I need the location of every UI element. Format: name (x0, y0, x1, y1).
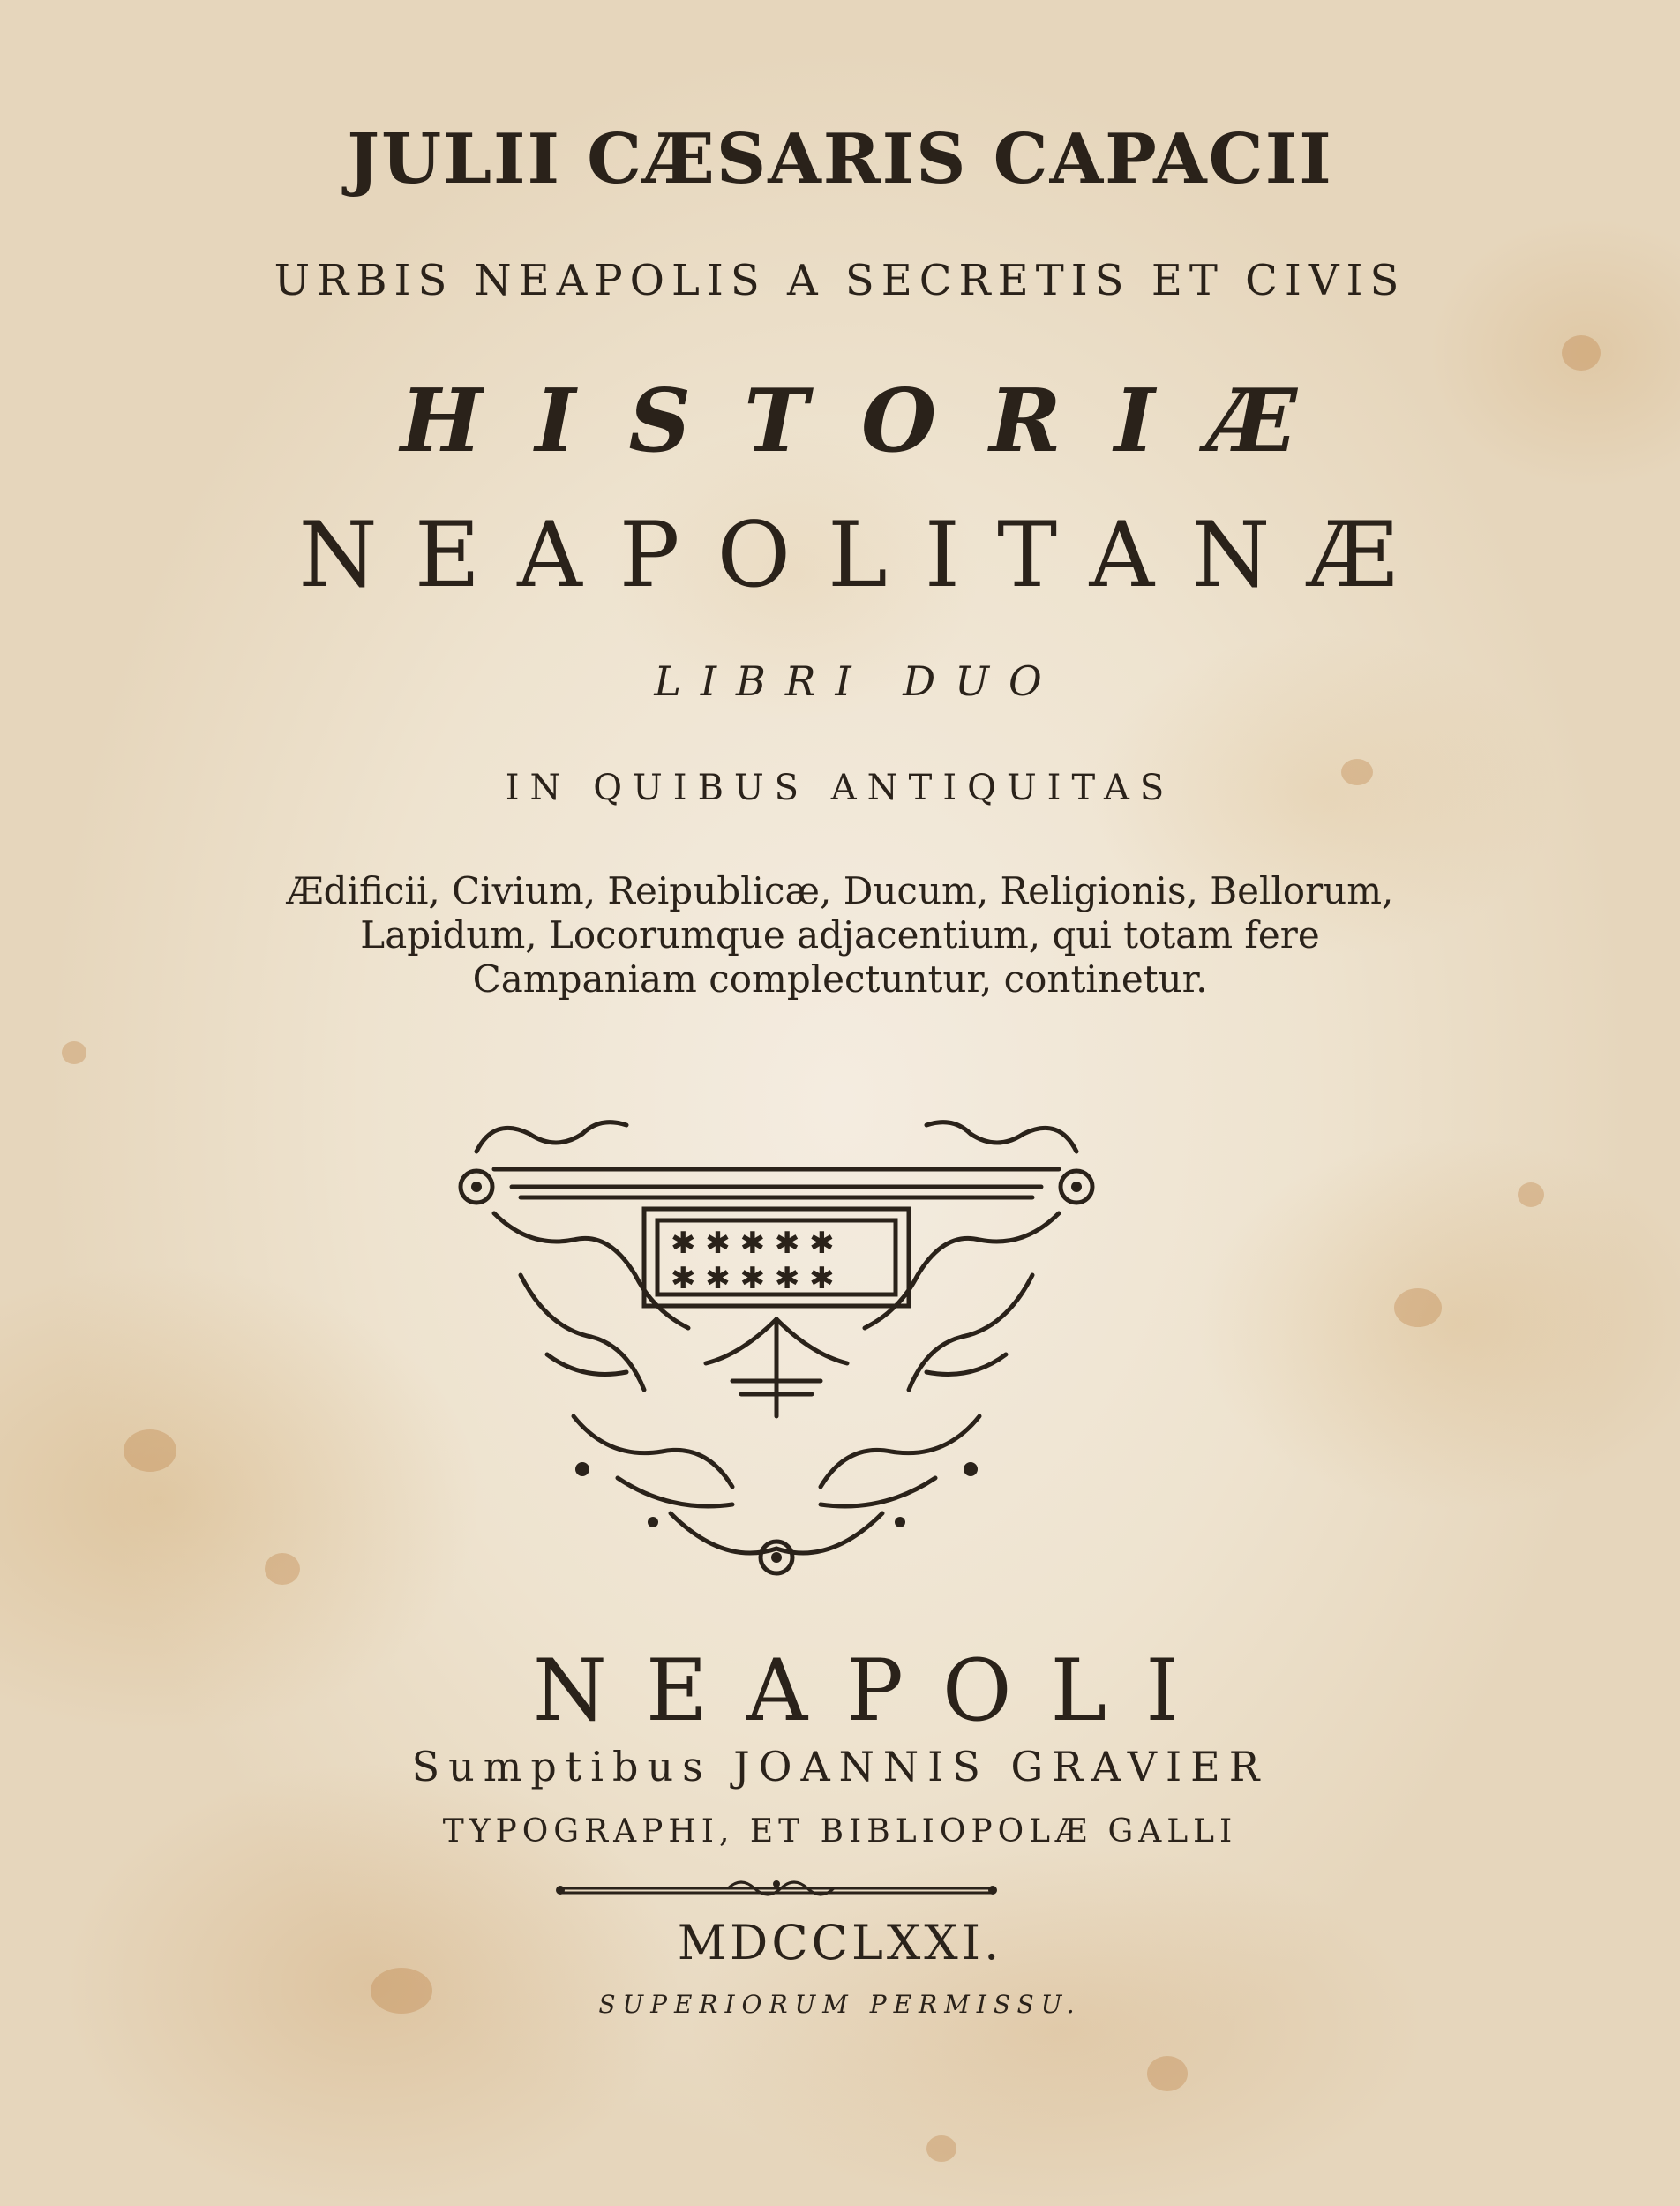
imprint-typographer: TYPOGRAPHI, ET BIBLIOPOLÆ GALLI (442, 1813, 1238, 1850)
description-line-2: Lapidum, Locorumque adjacentium, qui totam fere (360, 913, 1320, 957)
foxing-stain (62, 1041, 86, 1064)
permission-note: SUPERIORUM PERMISSU. (598, 1990, 1082, 2019)
decorative-rule-icon (551, 1875, 1001, 1902)
title-line-2: NEAPOLITANÆ (298, 503, 1435, 608)
author-office: URBIS NEAPOLIS A SECRETIS ET CIVIS (274, 256, 1406, 305)
description-line-1: Ædificii, Civium, Reipublicæ, Ducum, Religionis, Bellorum, (286, 869, 1394, 912)
imprint-publisher: Sumptibus JOANNIS GRAVIER (411, 1743, 1269, 1790)
foxing-stain (265, 1553, 300, 1585)
title-line-1: HISTORIÆ (400, 371, 1351, 472)
foxing-stain (1394, 1288, 1442, 1327)
foxing-stain (124, 1429, 176, 1472)
books-count: LIBRI DUO (654, 657, 1061, 705)
foxing-stain (1518, 1182, 1544, 1207)
foxing-stain (1147, 2056, 1188, 2091)
description-line-3: Campaniam complectuntur, continetur. (472, 957, 1208, 1001)
contents-intro: IN QUIBUS ANTIQUITAS (505, 768, 1175, 808)
foxing-stain (1562, 335, 1601, 371)
publication-year: MDCCLXXI. (677, 1915, 1003, 1970)
printers-ornament-icon (441, 1099, 1112, 1593)
svg-text:✱ ✱ ✱ ✱ ✱: ✱ ✱ ✱ ✱ ✱ (671, 1226, 835, 1261)
imprint-place: NEAPOLI (532, 1641, 1219, 1740)
foxing-stain (926, 2135, 956, 2162)
svg-text:✱ ✱ ✱ ✱ ✱: ✱ ✱ ✱ ✱ ✱ (671, 1261, 835, 1296)
author-name: JULII CÆSARIS CAPACII (347, 119, 1333, 199)
